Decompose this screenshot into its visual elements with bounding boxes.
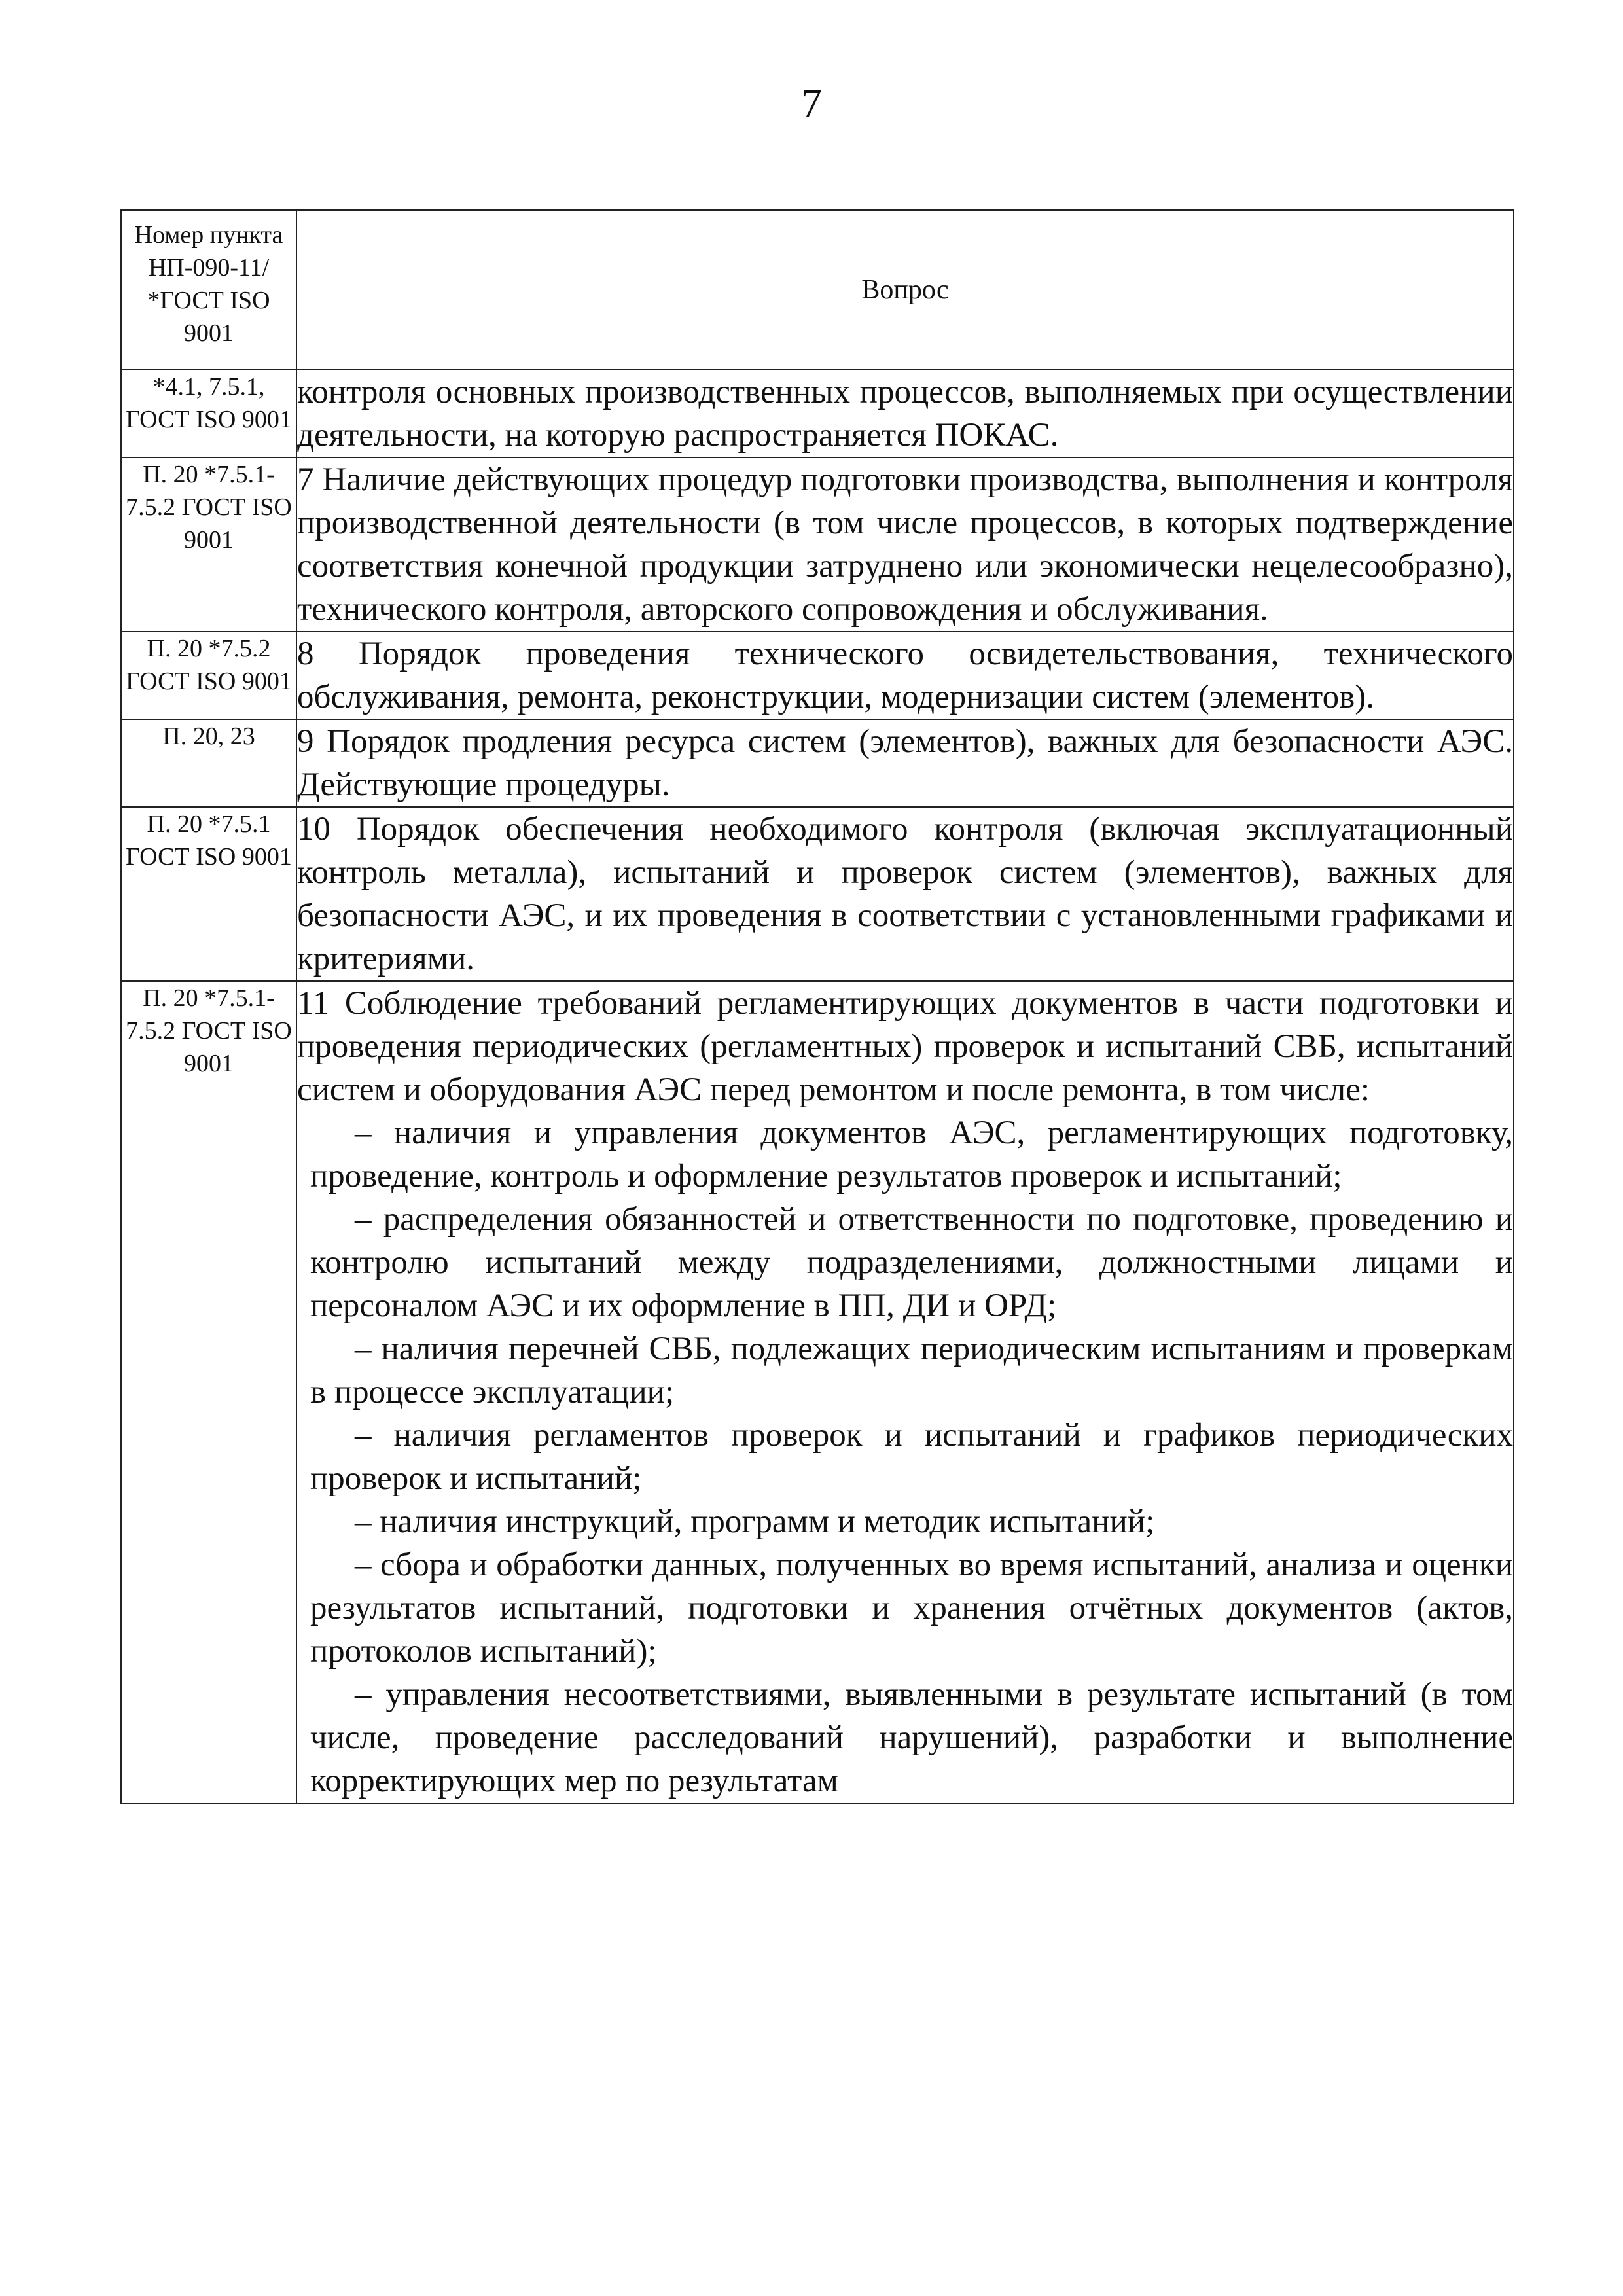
table-row	[121, 632, 1514, 719]
list-item: – наличия инструкций, программ и методик испытаний;	[355, 1503, 1155, 1540]
list-item: – наличия регламентов проверок и испытаний и графиков периодических проверок и испытаний;	[310, 1417, 1513, 1497]
header-question: Вопрос	[296, 210, 1514, 370]
row-question: 10 Порядок обеспечения необходимого контроля (включая эксплуатационный контроль металла), испытаний и проверок систем (элементов), важных для безопасности АЭС, и их проведения в соответствии с установленными графиками и критериями.	[296, 807, 1514, 981]
row-reference: П. 20 *7.5.1-7.5.2 ГОСТ ISO 9001	[121, 981, 296, 1803]
page-number: 7	[801, 80, 822, 126]
table-header-row	[121, 210, 1514, 370]
row-reference: П. 20 *7.5.1 ГОСТ ISO 9001	[121, 807, 296, 981]
row-reference: П. 20 *7.5.1-7.5.2 ГОСТ ISO 9001	[121, 457, 296, 632]
row-question: контроля основных производственных процессов, выполняемых при осуществлении деятельности, на которую распространяется ПОКАС.	[296, 370, 1514, 457]
list-item: – сбора и обработки данных, полученных во время испытаний, анализа и оценки результатов испытаний, подготовки и хранения отчётных документов (актов, протоколов испытаний);	[310, 1547, 1513, 1670]
table-row	[121, 807, 1514, 981]
row-reference: П. 20, 23	[121, 719, 296, 807]
row-question: 9 Порядок продления ресурса систем (элементов), важных для безопасности АЭС. Действующие процедуры.	[296, 719, 1514, 807]
list-item: – распределения обязанностей и ответственности по подготовке, проведению и контролю испытаний между подразделениями, должностными лицами и персоналом АЭС и их оформление в ПП, ДИ и ОРД;	[310, 1201, 1513, 1324]
list-item: – наличия перечней СВБ, подлежащих периодическим испытаниям и проверкам в процессе эксплуатации;	[310, 1331, 1513, 1410]
question-intro: 11 Соблюдение требований регламентирующих документов в части подготовки и проведения периодических (регламентных) проверок и испытаний СВБ, испытаний систем и оборудования АЭС перед ремонтом и после ремонта, в том числе:	[297, 985, 1513, 1108]
requirements-table	[120, 209, 1514, 1804]
header-clause-number: Номер пункта НП-090-11/ *ГОСТ ISO 9001	[121, 210, 296, 370]
row-reference: *4.1, 7.5.1, ГОСТ ISO 9001	[121, 370, 296, 457]
list-item: – управления несоответствиями, выявленными в результате испытаний (в том числе, проведение расследований нарушений), разработки и выполнение корректирующих мер по результатам	[310, 1676, 1513, 1799]
row-question-list	[296, 981, 1514, 1803]
row-question: 7 Наличие действующих процедур подготовки производства, выполнения и контроля производственной деятельности (в том числе процессов, в которых подтверждение соответствия конечной продукции затруднено или экономически нецелесообразно), технического контроля, авторского сопровождения и обслуживания.	[296, 457, 1514, 632]
row-reference: П. 20 *7.5.2 ГОСТ ISO 9001	[121, 632, 296, 719]
list-item: – наличия и управления документов АЭС, регламентирующих подготовку, проведение, контроль и оформление результатов проверок и испытаний;	[310, 1115, 1513, 1194]
table-row	[121, 370, 1514, 457]
row-question: 8 Порядок проведения технического освидетельствования, технического обслуживания, ремонта, реконструкции, модернизации систем (элементов).	[296, 632, 1514, 719]
table-row	[121, 719, 1514, 807]
table-row	[121, 457, 1514, 632]
table-row	[121, 981, 1514, 1803]
